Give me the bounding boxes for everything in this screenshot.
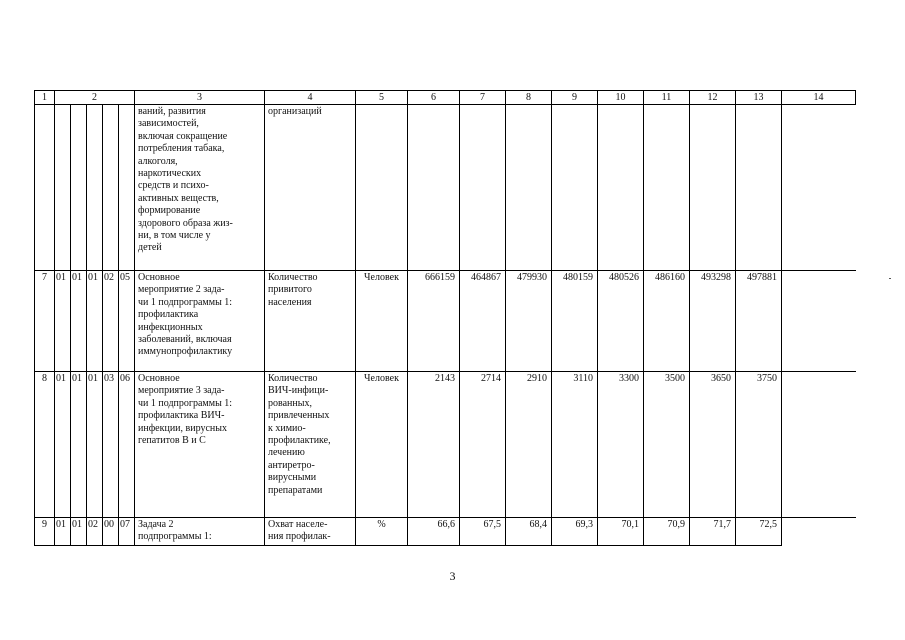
description-text: Задача 2 подпрограммы 1:	[138, 519, 212, 543]
value-cell: 70,1	[598, 518, 644, 546]
header-col-8: 8	[506, 91, 552, 105]
value-cell: 479930	[506, 271, 552, 372]
value-cell: 666159	[408, 271, 460, 372]
page-number: 3	[449, 569, 456, 583]
indicator-text: организаций	[268, 106, 322, 117]
code-cell	[119, 105, 135, 271]
description-text: Основное мероприятие 3 зада- чи 1 подпрограммы 1: профилактика ВИЧ- инфекции, вирусных гепатитов В и С	[138, 373, 233, 447]
header-col-2: 2	[55, 91, 135, 105]
header-col-4: 4	[265, 91, 356, 105]
indicator-cell	[265, 105, 356, 271]
value-cell: 3110	[552, 372, 598, 518]
value-cell: 2910	[506, 372, 552, 518]
code-cell: 05	[119, 271, 135, 372]
unit-cell: Человек	[356, 372, 408, 518]
value-cell	[644, 105, 690, 271]
col14-cell	[782, 105, 856, 271]
code-cell: 00	[103, 518, 119, 546]
value-cell: 486160	[644, 271, 690, 372]
value-cell: 480159	[552, 271, 598, 372]
indicator-cell	[265, 271, 356, 372]
description-cell	[135, 271, 265, 372]
value-cell: 493298	[690, 271, 736, 372]
indicator-cell	[265, 518, 356, 546]
table-row	[35, 518, 856, 546]
header-col-12: 12	[690, 91, 736, 105]
value-cell	[736, 105, 782, 271]
code-cell: 01	[87, 271, 103, 372]
value-cell: 67,5	[460, 518, 506, 546]
unit-cell: %	[356, 518, 408, 546]
value-cell: 2714	[460, 372, 506, 518]
row-number: 8	[35, 372, 55, 518]
header-col-14: 14	[782, 91, 856, 105]
value-cell: 72,5	[736, 518, 782, 546]
col14-cell	[782, 271, 856, 372]
value-cell: 480526	[598, 271, 644, 372]
code-cell: 01	[55, 271, 71, 372]
value-cell	[598, 105, 644, 271]
value-cell: 69,3	[552, 518, 598, 546]
header-col-3: 3	[135, 91, 265, 105]
indicator-text: Количество ВИЧ-инфици- рованных, привлеченных к химио- профилактике, лечению антиретро- вирусными препаратами	[268, 373, 331, 496]
value-cell: 3650	[690, 372, 736, 518]
value-cell: 2143	[408, 372, 460, 518]
value-cell	[408, 105, 460, 271]
description-cell	[135, 372, 265, 518]
program-indicators-table	[34, 90, 856, 546]
header-col-5: 5	[356, 91, 408, 105]
row-number: 9	[35, 518, 55, 546]
row-number	[35, 105, 55, 271]
table-row	[35, 105, 856, 271]
indicator-text: Охват населе- ния профилак-	[268, 519, 331, 543]
code-cell	[55, 105, 71, 271]
header-col-11: 11	[644, 91, 690, 105]
value-cell: 70,9	[644, 518, 690, 546]
indicator-text: Количество привитого населения	[268, 272, 318, 308]
code-cell	[103, 105, 119, 271]
header-row	[35, 91, 856, 105]
code-cell: 06	[119, 372, 135, 518]
header-col-9: 9	[552, 91, 598, 105]
code-cell: 02	[103, 271, 119, 372]
description-cell	[135, 105, 265, 271]
scan-speck	[889, 278, 891, 279]
code-cell: 01	[55, 518, 71, 546]
row-number: 7	[35, 271, 55, 372]
value-cell	[460, 105, 506, 271]
value-cell	[552, 105, 598, 271]
value-cell: 3300	[598, 372, 644, 518]
code-cell: 01	[71, 372, 87, 518]
description-text: ваний, развития зависимостей, включая сокращение потребления табака, алкоголя, наркотических средств и психо- активных веществ, формирование здорового образа жиз- ни, в том числе у детей	[138, 106, 233, 254]
value-cell: 3750	[736, 372, 782, 518]
header-col-1: 1	[35, 91, 55, 105]
description-cell	[135, 518, 265, 546]
code-cell: 07	[119, 518, 135, 546]
table-row	[35, 271, 856, 372]
value-cell: 464867	[460, 271, 506, 372]
value-cell: 66,6	[408, 518, 460, 546]
code-cell: 02	[87, 518, 103, 546]
header-col-13: 13	[736, 91, 782, 105]
code-cell	[71, 105, 87, 271]
col14-cell	[782, 518, 856, 546]
header-col-10: 10	[598, 91, 644, 105]
header-col-7: 7	[460, 91, 506, 105]
code-cell: 01	[71, 271, 87, 372]
unit-cell	[356, 105, 408, 271]
indicator-cell	[265, 372, 356, 518]
unit-cell: Человек	[356, 271, 408, 372]
value-cell: 68,4	[506, 518, 552, 546]
value-cell	[690, 105, 736, 271]
table-row	[35, 372, 856, 518]
header-col-6: 6	[408, 91, 460, 105]
col14-cell	[782, 372, 856, 518]
code-cell: 03	[103, 372, 119, 518]
code-cell	[87, 105, 103, 271]
code-cell: 01	[55, 372, 71, 518]
value-cell: 71,7	[690, 518, 736, 546]
value-cell	[506, 105, 552, 271]
description-text: Основное мероприятие 2 зада- чи 1 подпрограммы 1: профилактика инфекционных заболеваний, включая иммунопрофилактику	[138, 272, 233, 358]
code-cell: 01	[71, 518, 87, 546]
value-cell: 3500	[644, 372, 690, 518]
value-cell: 497881	[736, 271, 782, 372]
code-cell: 01	[87, 372, 103, 518]
